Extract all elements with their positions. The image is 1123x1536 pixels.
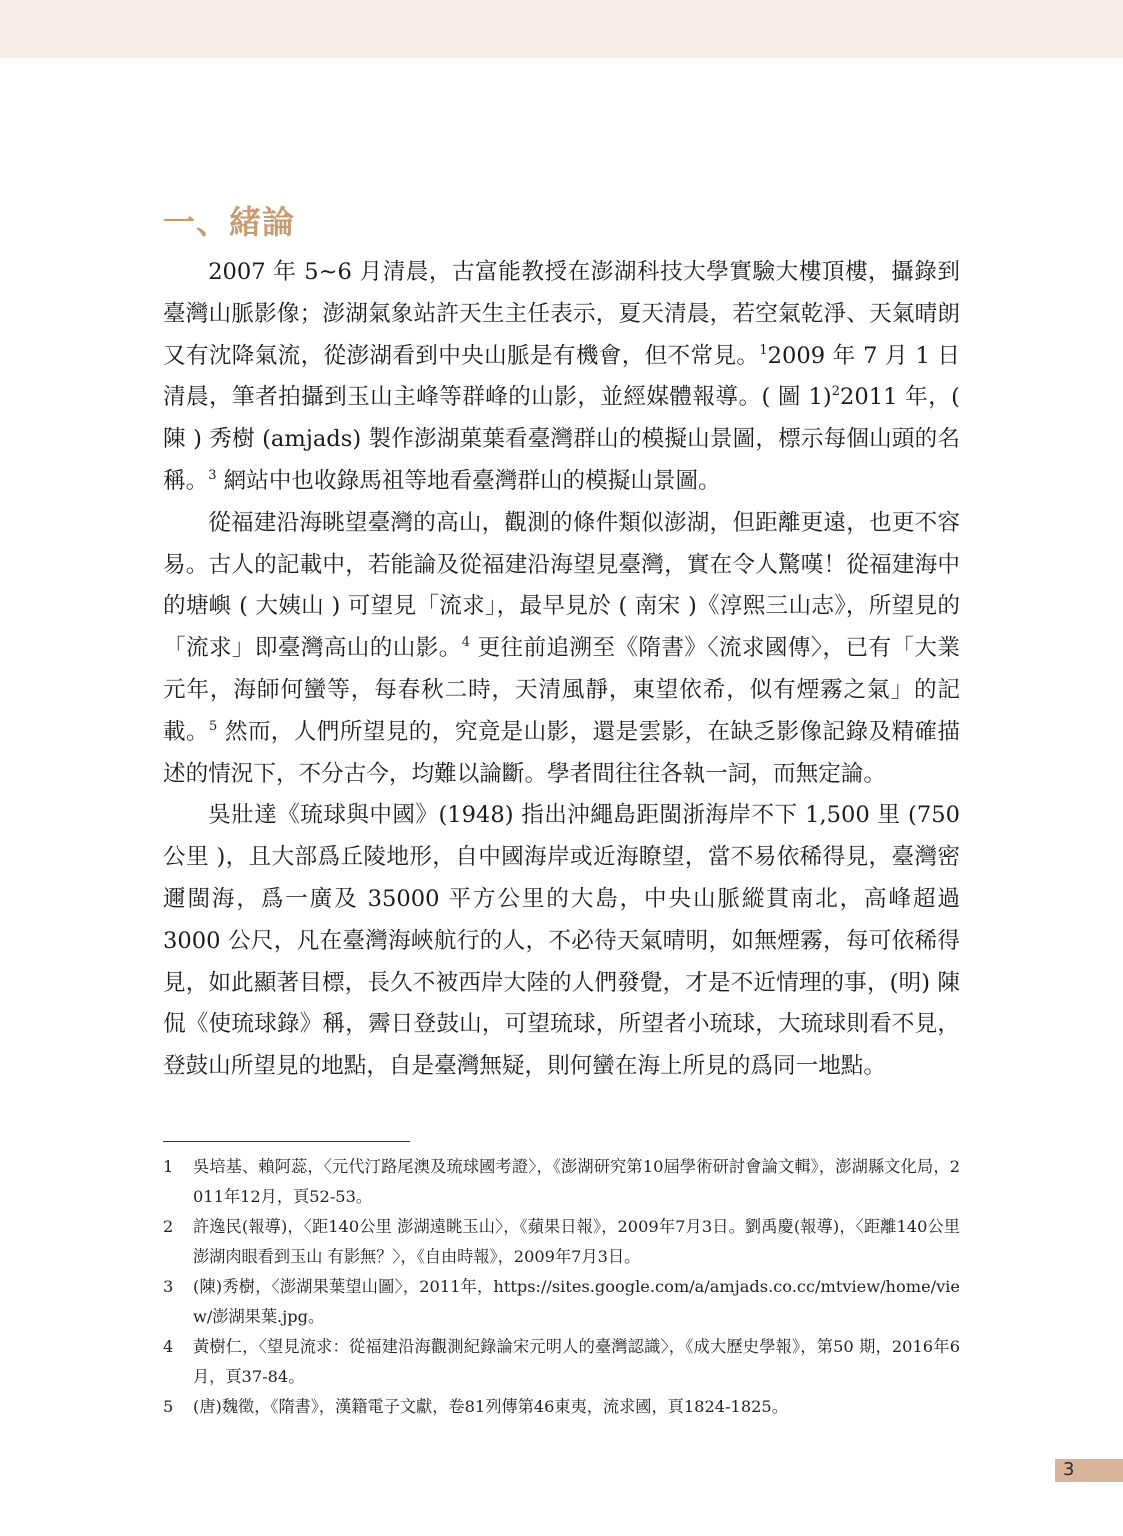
paragraph-segment: 從福建沿海眺望臺灣的高山，觀測的條件類似澎湖，但距離更遠，也更不容易。古人的記載中，若能論及從福建沿海望見臺灣，實在令人驚嘆！從福建海中的塘嶼 ( 大姨山 ) 可望見「流求」，最早見於 ( 南宋 )《淳熙三山志》，所望見的「流求」即臺灣高山的山影。: [163, 509, 960, 662]
footnotes: [163, 1152, 960, 1422]
footnote-text: 許逸民(報導)，〈距140公里 澎湖遠眺玉山〉，《蘋果日報》，2009年7月3日。劉禹慶(報導)，〈距離140公里 澎湖肉眼看到玉山 有影無？〉，《自由時報》，2009年7月3日。: [193, 1217, 960, 1266]
paragraph-segment: 網站中也收錄馬祖等地看臺灣群山的模擬山景圖。: [216, 467, 721, 494]
footnote-number: 2: [163, 1217, 174, 1236]
footnote-number: 4: [163, 1337, 174, 1356]
paragraph-2: [163, 503, 960, 796]
paragraph-segment: 更往前追溯至《隋書》〈流求國傳〉，已有「大業元年，海師何蠻等，每春秋二時，天清風靜，東望依希，似有煙霧之氣」的記載。: [163, 635, 961, 745]
footnote-ref[interactable]: 2: [831, 384, 841, 400]
footnote-ref[interactable]: 4: [461, 635, 470, 651]
footnote-ref[interactable]: 3: [208, 467, 217, 483]
paragraph-segment: 然而，人們所望見的，究竟是山影，還是雲影，在缺乏影像記錄及精確描述的情況下，不分古今，均難以論斷。學者間往往各執一詞，而無定論。: [163, 718, 961, 787]
footnote-divider: [163, 1141, 410, 1142]
footnote-item: [163, 1152, 960, 1212]
body-text: [163, 252, 960, 1088]
footnote-ref[interactable]: 1: [759, 342, 768, 358]
footnote-item: [163, 1212, 960, 1272]
page-number: 3: [1063, 1459, 1075, 1480]
footnote-text: (唐)魏徵，《隋書》，漢籍電子文獻，卷81列傳第46東夷，流求國，頁1824-1825。: [193, 1397, 788, 1416]
footnote-text: 吳培基、賴阿蕊，〈元代汀路尾澳及琉球國考證〉，《澎湖研究第10屆學術研討會論文輯》，澎湖縣文化局，2011年12月，頁52-53。: [193, 1157, 960, 1206]
footnote-number: 5: [163, 1397, 174, 1416]
paragraph-segment: 2009 年 7 月 1 日清晨，筆者拍攝到玉山主峰等群峰的山影，並經媒體報導。( 圖 1): [163, 342, 960, 411]
paragraph-segment: 2011 年，( 陳 ) 秀樹 (amjads) 製作澎湖菓葉看臺灣群山的模擬山景圖，標示每個山頭的名稱。: [163, 384, 960, 494]
footnote-number: 3: [163, 1277, 174, 1296]
footnote-item: [163, 1392, 960, 1422]
footnote-ref[interactable]: 5: [208, 718, 218, 734]
footnote-text: 黃樹仁，〈望見流求：從福建沿海觀測紀錄論宋元明人的臺灣認識〉，《成大歷史學報》，第50 期，2016年6月，頁37-84。: [193, 1337, 960, 1386]
page-header-band: [0, 0, 1123, 58]
paragraph-3: [163, 795, 960, 1088]
footnote-item: [163, 1272, 960, 1332]
paragraph-1: [163, 252, 960, 503]
footnote-text: (陳)秀樹，〈澎湖果葉望山圖〉，2011年，https://sites.google.com/a/amjads.co.cc/mtview/home/view/澎湖果葉.jpg。: [193, 1277, 960, 1326]
paragraph-segment: 吳壯達《琉球與中國》(1948) 指出沖繩島距閩浙海岸不下 1,500 里 (750 公里 )，且大部爲丘陵地形，自中國海岸或近海瞭望，當不易依稀得見，臺灣密邇閩海，爲一廣及 35000 平方公里的大島，中央山脈縱貫南北，高峰超過 3000 公尺，凡在臺灣海峽航行的人，不必待天氣晴明，如無煙霧，每可依稀得見，如此顯著目標，長久不被西岸大陸的人們發覺，才是不近情理的事，(明) 陳侃《使琉球錄》稱，霽日登鼓山，可望琉球，所望者小琉球，大琉球則看不見，登鼓山所望見的地點，自是臺灣無疑，則何蠻在海上所見的爲同一地點。: [163, 802, 960, 1080]
footnote-number: 1: [163, 1157, 174, 1176]
footnote-item: [163, 1332, 960, 1392]
paragraph-segment: 2007 年 5~6 月清晨，古富能教授在澎湖科技大學實驗大樓頂樓，攝錄到臺灣山脈影像；澎湖氣象站許天生主任表示，夏天清晨，若空氣乾淨、天氣晴朗又有沈降氣流，從澎湖看到中央山脈是有機會，但不常見。: [163, 259, 960, 369]
section-heading: 一、緒論: [163, 203, 296, 241]
